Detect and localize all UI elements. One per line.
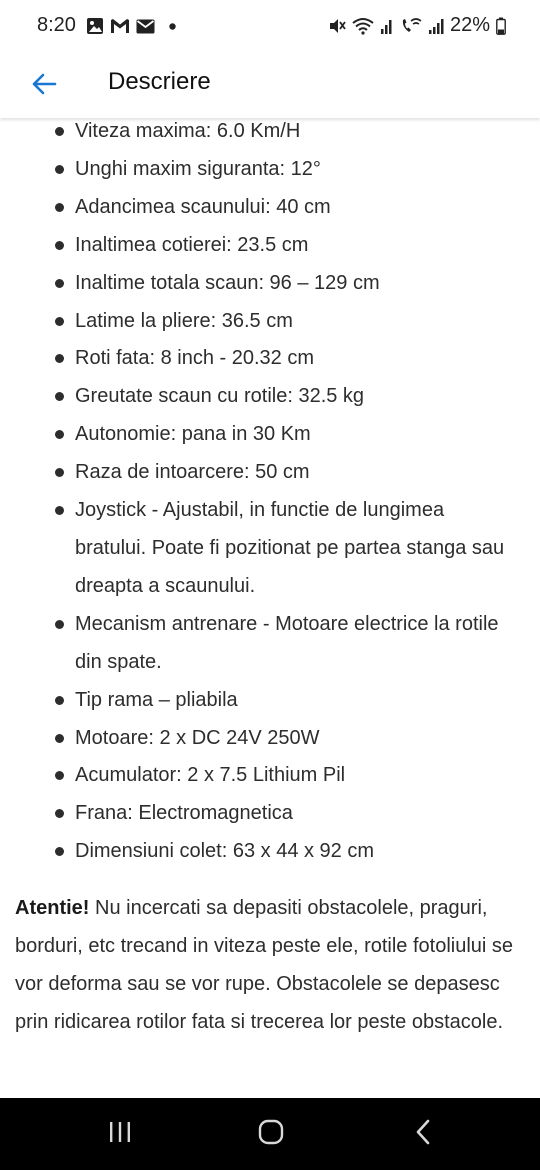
- recents-icon: [107, 1121, 133, 1148]
- home-icon: [258, 1119, 284, 1150]
- gallery-icon: [86, 17, 104, 35]
- list-item: Inaltimea cotierei: 23.5 cm: [0, 227, 540, 265]
- list-item: Viteza maxima: 6.0 Km/H: [0, 118, 540, 151]
- wifi-calling-icon: [400, 17, 422, 35]
- mute-icon: [328, 17, 346, 35]
- gmail-icon: [110, 18, 130, 34]
- list-item: Motoare: 2 x DC 24V 250W: [0, 720, 540, 758]
- list-item: Autonomie: pana in 30 Km: [0, 416, 540, 454]
- warning-label: Atentie!: [15, 897, 90, 919]
- signal-icon: [380, 17, 394, 35]
- list-item: Roti fata: 8 inch - 20.32 cm: [0, 340, 540, 378]
- spec-list: [0, 118, 540, 871]
- list-item: Frana: Electromagnetica: [0, 795, 540, 833]
- list-item: Acumulator: 2 x 7.5 Lithium Pil: [0, 757, 540, 795]
- list-item: Inaltime totala scaun: 96 – 129 cm: [0, 265, 540, 303]
- list-item: Unghi maxim siguranta: 12°: [0, 151, 540, 189]
- list-item: Mecanism antrenare - Motoare electrice la rotile din spate.: [0, 606, 540, 682]
- page-title: Descriere: [108, 68, 211, 95]
- notification-icons: [86, 17, 176, 35]
- navigation-bar: [0, 1098, 540, 1170]
- status-bar: [0, 0, 540, 54]
- back-button[interactable]: [22, 64, 66, 108]
- battery-icon: [496, 17, 506, 35]
- warning-paragraph: [15, 890, 527, 1042]
- list-item: Adancimea scaunului: 40 cm: [0, 189, 540, 227]
- wifi-icon: [352, 17, 374, 35]
- list-item: Raza de intoarcere: 50 cm: [0, 454, 540, 492]
- list-item: Greutate scaun cu rotile: 32.5 kg: [0, 378, 540, 416]
- description-content[interactable]: [0, 118, 540, 1098]
- mail-icon: [136, 19, 155, 34]
- back-icon: [415, 1119, 431, 1150]
- app-bar: [0, 54, 540, 118]
- nav-back-button[interactable]: [393, 1114, 453, 1154]
- list-item: Latime la pliere: 36.5 cm: [0, 303, 540, 341]
- list-item: Tip rama – pliabila: [0, 682, 540, 720]
- system-status: [328, 14, 506, 37]
- recents-button[interactable]: [90, 1114, 150, 1154]
- list-item: Dimensiuni colet: 63 x 44 x 92 cm: [0, 833, 540, 871]
- list-item: Joystick - Ajustabil, in functie de lungimea bratului. Poate fi pozitionat pe partea stanga sau dreapta a scaunului.: [0, 492, 540, 606]
- status-time: 8:20: [37, 14, 76, 36]
- warning-text: Nu incercati sa depasiti obstacolele, praguri, borduri, etc trecand in viteza peste ele, rotile fotoliului se vor deforma sau se vor rupe. Obstacolele se depasesc prin ridicarea rotilor fata si trecerea lor peste obstacole.: [15, 897, 514, 1033]
- battery-percent: 22%: [449, 14, 490, 36]
- signal-icon-2: [428, 17, 444, 35]
- home-button[interactable]: [241, 1114, 301, 1154]
- dot-icon: [169, 23, 176, 30]
- arrow-left-icon: [31, 72, 57, 101]
